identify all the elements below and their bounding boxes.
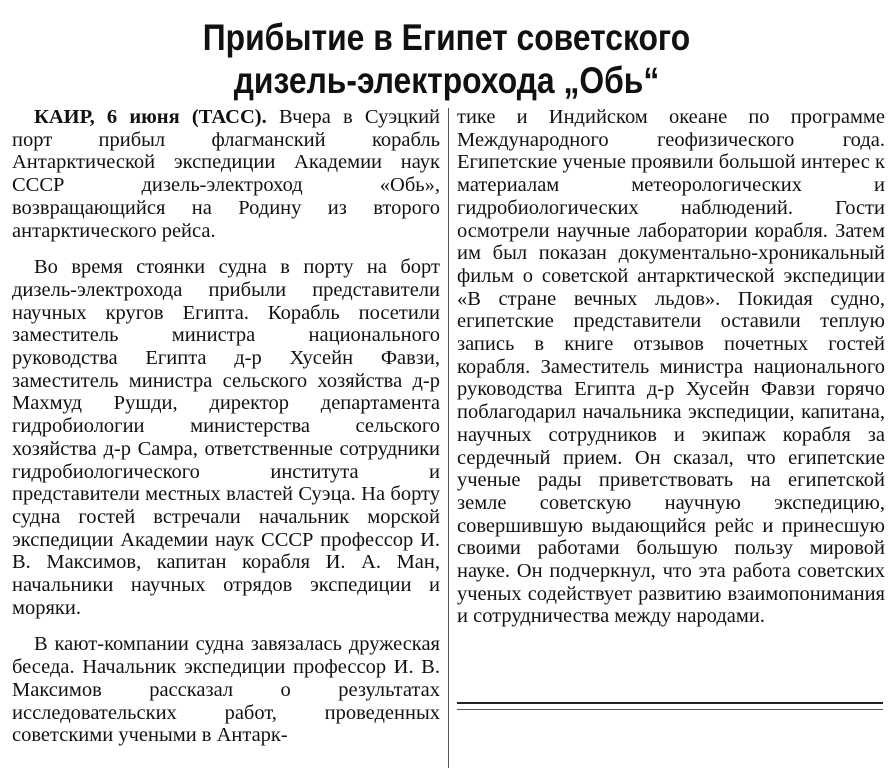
dateline: КАИР, 6 июня (ТАСС). [34,106,267,128]
column-divider [448,108,449,768]
headline-line-2: дизель-электрохода „Обь“ [233,60,660,101]
article-end-rule-thin [457,709,883,710]
headline-line-1: Прибытие в Египет советского [202,17,691,58]
paragraph-2: Во время стоянки судна в порту на борт дизель-электрохода прибыли представители научных кругов Египта. Корабль посетили заместитель министра национального руководства Египта д-р Хусейн Фавзи, заместитель министра сельского хозяйства д-р Махмуд Рушди, директор департамента гидробиологии министерства сельского хозяйства д-р Самра, ответственные сотрудники гидробиологического института и представители местных властей Суэца. На борту судна гостей встречали начальник морской экспедиции Академии наук СССР профессор И. В. Максимов, капитан корабля И. А. Ман, начальники научных отрядов экспедиции и моряки. [12,256,440,619]
paragraph-3-continued: тике и Индийском океане по программе Международного геофизического года. Египетские ученые проявили большой интерес к материалам метеорологических и гидробиологических наблюдений. Гости осмотрели научные лаборатории корабля. Затем им был показан документально-хроникальный фильм о советской антарктической экспедиции «В стране вечных льдов». Покидая судно, египетские представители оставили теплую запись в книге отзывов почетных гостей корабля. Заместитель министра национального руководства Египта д-р Хусейн Фавзи горячо поблагодарил начальника экспедиции, капитана, научных сотрудников и экипаж корабля за сердечный прием. Он сказал, что египетские ученые рады приветствовать на египетской земле советскую научную экспедицию, совершившую выдающийся рейс и принесшую своими работами большую пользу мировой науке. Он подчеркнул, что эта работа советских ученых содействует развитию взаимопонимания и сотрудничества между народами. [457,106,885,628]
left-column [12,106,440,747]
right-column [457,106,885,628]
paragraph-1 [12,106,440,242]
article-end-rule [457,702,883,704]
paragraph-1-text: Вчера в Суэцкий порт прибыл флагманский корабль Антарктической экспедиции Академии наук СССР дизель-электроход «Обь», возвращающийся на Родину из второго антарктического рейса. [12,106,441,242]
headline [63,16,831,102]
paragraph-3: В кают-компании судна завязалась дружеская беседа. Начальник экспедиции профессор И. В. Максимов рассказал о результатах исследовательских работ, проведенных советскими учеными в Антарк- [12,633,440,747]
